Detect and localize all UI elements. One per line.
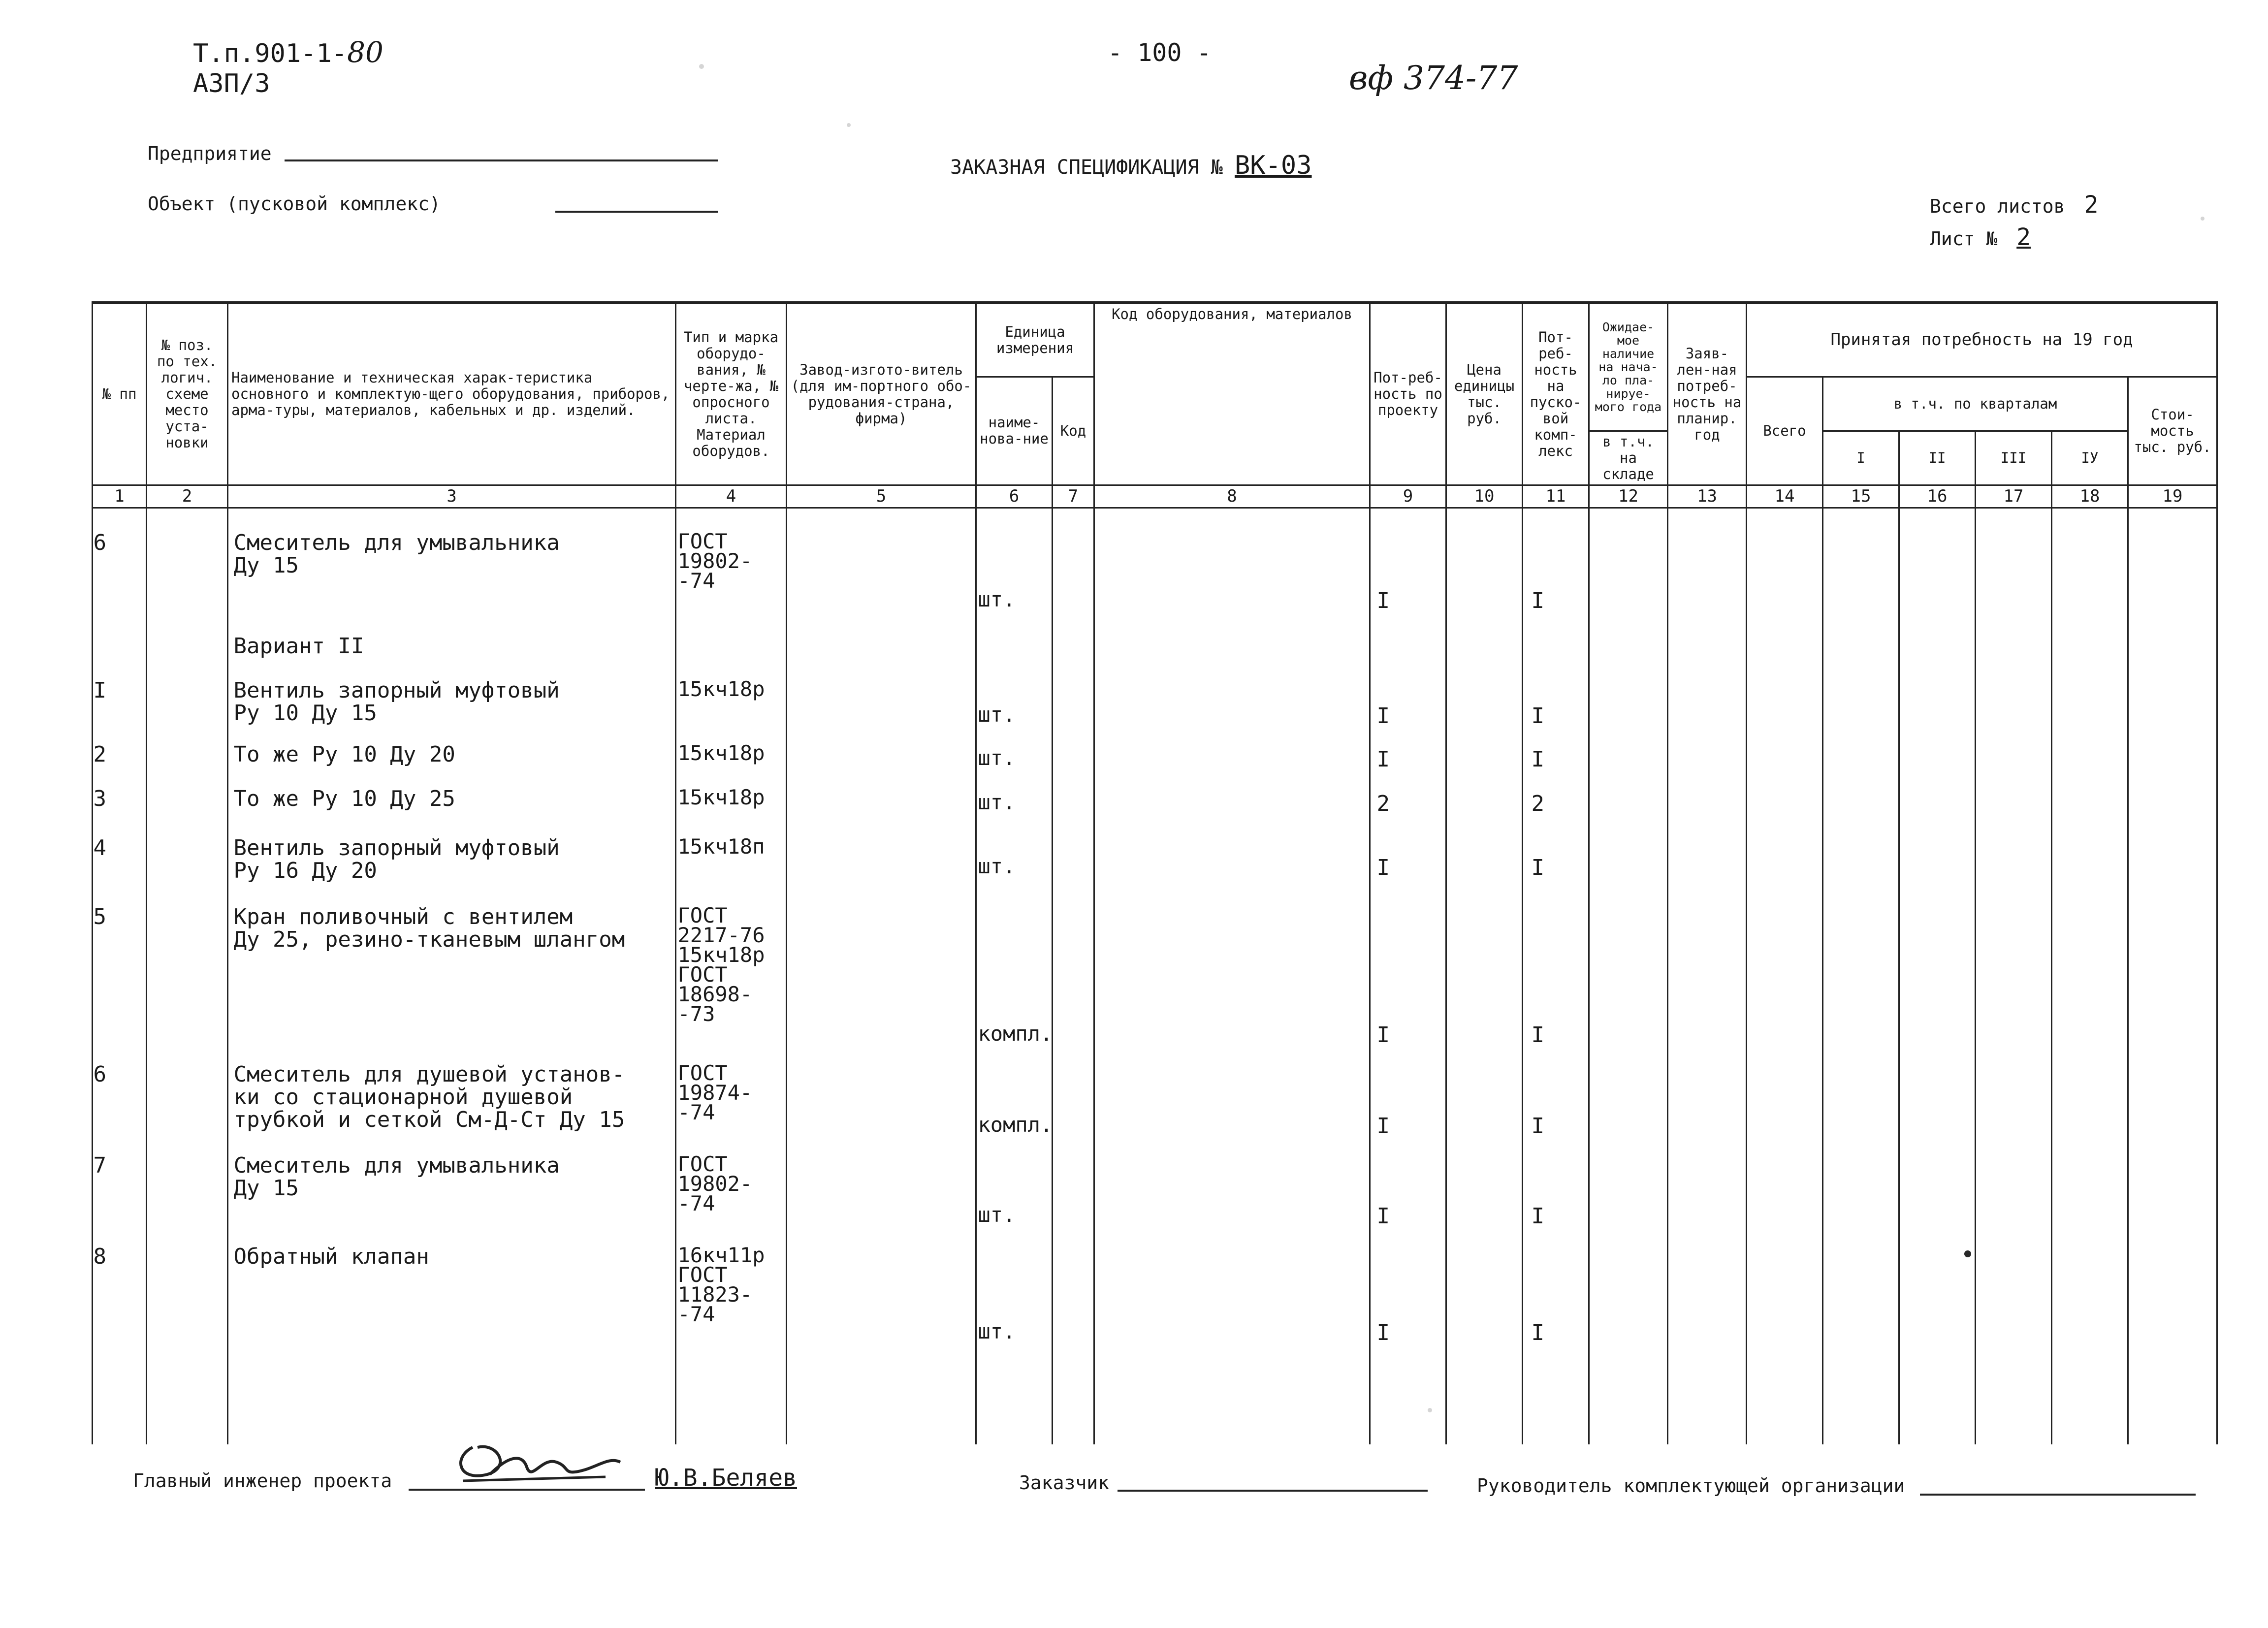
row-name: Вентиль запорный муфтовый Ру 10 Ду 15 xyxy=(233,678,560,726)
row-need: I xyxy=(1376,1022,1390,1048)
header-col-13: Заяв-лен-ная потреб-ность на планир. год xyxy=(1668,303,1747,485)
header-col-19: Стои-мость тыс. руб. xyxy=(2128,377,2217,485)
scan-speck xyxy=(2201,217,2204,221)
customer-sign-label: Заказчик xyxy=(1019,1472,1110,1494)
header-col-14: Всего xyxy=(1747,377,1823,485)
body-col-5 xyxy=(787,508,976,1444)
row-need2: I xyxy=(1531,1022,1544,1048)
row-type: 15кч18р xyxy=(677,677,765,701)
table-body xyxy=(93,508,2217,1444)
row-type: 15кч18р xyxy=(677,785,765,809)
row-no: 7 xyxy=(93,1153,106,1178)
customer-line xyxy=(285,160,718,161)
sheet-number xyxy=(1930,223,2031,251)
row-need: I xyxy=(1376,855,1390,880)
header-col-6: наиме-нова-ние xyxy=(976,377,1053,485)
header-col-11: Пот-реб-ность на пуско-вой комп-лекс xyxy=(1523,303,1589,485)
row-unit: шт. xyxy=(978,1319,1016,1343)
body-col-13 xyxy=(1668,508,1747,1444)
row-need2: I xyxy=(1531,588,1544,613)
row-unit: компл. xyxy=(978,1021,1053,1046)
row-no: 4 xyxy=(93,835,106,861)
row-need2: I xyxy=(1531,747,1544,772)
row-name: Смеситель для умывальника Ду 15 xyxy=(233,530,560,578)
chief-engineer-label: Главный инженер проекта xyxy=(133,1470,392,1492)
row-name: Кран поливочный с вентилем Ду 25, резино-тканевым шлангом xyxy=(233,904,625,952)
row-name: Смеситель для умывальника Ду 15 xyxy=(233,1153,560,1201)
row-need: I xyxy=(1376,1320,1390,1345)
row-need: I xyxy=(1376,703,1390,729)
header-quarters-group: в т.ч. по кварталам xyxy=(1823,377,2128,431)
col-number: 10 xyxy=(1446,485,1523,508)
header-col-8: Код оборудования, материалов xyxy=(1094,303,1370,485)
col-number: 5 xyxy=(787,485,976,508)
header-unit-group: Единица измерения xyxy=(976,303,1094,377)
col-number: 7 xyxy=(1053,485,1094,508)
row-no: 2 xyxy=(93,742,106,767)
ref-line-2: АЗП/3 xyxy=(193,69,270,98)
row-name: Обратный клапан xyxy=(233,1244,429,1269)
row-no: 6 xyxy=(93,530,106,555)
row-type: ГОСТ 19802- -74 xyxy=(677,1152,753,1215)
col-number: 17 xyxy=(1976,485,2052,508)
total-sheets-label: Всего листов xyxy=(1930,195,2065,217)
row-need: I xyxy=(1376,747,1390,772)
row-name: То же Ру 10 Ду 25 xyxy=(233,786,455,811)
spec-title-text: ЗАКАЗНАЯ СПЕЦИФИКАЦИЯ № xyxy=(950,156,1223,179)
header-q2: II xyxy=(1899,431,1976,485)
row-no: 8 xyxy=(93,1244,106,1269)
supplier-line xyxy=(1920,1494,2196,1496)
body-col-6 xyxy=(976,508,1053,1444)
body-col-18 xyxy=(2052,508,2128,1444)
header-col-9: Пот-реб-ность по проекту xyxy=(1370,303,1446,485)
row-unit: шт. xyxy=(978,790,1016,814)
customer-sign-line xyxy=(1118,1490,1428,1492)
row-type: ГОСТ 19802- -74 xyxy=(677,529,753,593)
row-type: 15кч18п xyxy=(677,834,765,859)
col-number: 6 xyxy=(976,485,1053,508)
row-unit: шт. xyxy=(978,746,1016,770)
row-need2: I xyxy=(1531,703,1544,729)
spec-number: ВК-03 xyxy=(1234,151,1312,180)
row-unit: шт. xyxy=(978,854,1016,878)
header-col-7: Код xyxy=(1053,377,1094,485)
header-col-2: № поз. по тех. логич. схеме место уста-новки xyxy=(147,303,228,485)
row-no: 6 xyxy=(93,1062,106,1087)
col-number: 15 xyxy=(1823,485,1899,508)
header-col-12-group: Ожидае-мое наличие на нача-ло пла-нируе-мого года xyxy=(1589,303,1668,431)
row-unit: шт. xyxy=(978,1203,1016,1227)
row-no: 5 xyxy=(93,904,106,929)
body-col-15 xyxy=(1823,508,1899,1444)
ref-code: Т.п.901-1- xyxy=(193,39,348,68)
row-need2: I xyxy=(1531,855,1544,880)
row-need: I xyxy=(1376,588,1390,613)
header-col-3: Наименование и техническая харак-теристика основного и комплектую-щего оборудования, приборов, арма-туры, материалов, кабельных и др. изделий. xyxy=(228,303,676,485)
row-need2: I xyxy=(1531,1114,1544,1139)
header-col-5: Завод-изгото-витель (для им-портного обо-рудования-страна, фирма) xyxy=(787,303,976,485)
scan-speck xyxy=(1428,1408,1432,1412)
total-sheets xyxy=(1930,191,2098,219)
signature xyxy=(443,1428,630,1492)
sheet-value: 2 xyxy=(2016,223,2031,251)
col-number: 8 xyxy=(1094,485,1370,508)
header-q3: III xyxy=(1976,431,2052,485)
row-type: ГОСТ 2217-76 15кч18р ГОСТ 18698- -73 xyxy=(677,903,765,1026)
page-number: - 100 - xyxy=(1108,38,1212,67)
specification-table xyxy=(92,301,2218,1444)
col-number: 4 xyxy=(676,485,787,508)
col-number: 12 xyxy=(1589,485,1668,508)
object-line xyxy=(555,211,718,213)
row-unit: шт. xyxy=(978,702,1016,727)
row-name: Вентиль запорный муфтовый Ру 16 Ду 20 xyxy=(233,835,560,883)
header-col-4: Тип и марка оборудо-вания, № черте-жа, № опросного листа. Материал оборудов. xyxy=(676,303,787,485)
row-need2: I xyxy=(1531,1204,1544,1229)
body-col-2 xyxy=(147,508,228,1444)
header-accepted-group: Принятая потребность на 19 год xyxy=(1747,303,2217,377)
row-type: 15кч18р xyxy=(677,741,765,765)
spec-title xyxy=(950,151,1312,180)
row-unit: компл. xyxy=(978,1113,1053,1137)
col-number: 11 xyxy=(1523,485,1589,508)
header-q1: I xyxy=(1823,431,1899,485)
body-col-1 xyxy=(93,508,147,1444)
row-unit: шт. xyxy=(978,587,1016,611)
total-sheets-value: 2 xyxy=(2084,191,2099,219)
row-name: Вариант II xyxy=(233,634,364,659)
col-number: 3 xyxy=(228,485,676,508)
body-col-12 xyxy=(1589,508,1668,1444)
archive-code: вф 374-77 xyxy=(1349,59,1518,97)
col-number: 16 xyxy=(1899,485,1976,508)
row-no: I xyxy=(93,678,106,703)
body-col-8 xyxy=(1094,508,1370,1444)
body-col-10 xyxy=(1446,508,1523,1444)
body-col-9 xyxy=(1370,508,1446,1444)
row-no: 3 xyxy=(93,786,106,811)
body-col-4 xyxy=(676,508,787,1444)
body-col-7 xyxy=(1053,508,1094,1444)
col-number: 19 xyxy=(2128,485,2217,508)
row-type: ГОСТ 19874- -74 xyxy=(677,1061,753,1124)
col-number: 13 xyxy=(1668,485,1747,508)
scan-speck xyxy=(699,64,704,69)
body-col-3 xyxy=(228,508,676,1444)
row-need: I xyxy=(1376,1204,1390,1229)
row-need: I xyxy=(1376,1114,1390,1139)
row-type: 16кч11р ГОСТ 11823- -74 xyxy=(677,1243,765,1326)
header-q4: IУ xyxy=(2052,431,2128,485)
header-col-1: № пп xyxy=(93,303,147,485)
scan-speck xyxy=(847,123,851,127)
scan-speck xyxy=(1964,1250,1971,1257)
row-need2: 2 xyxy=(1531,791,1544,816)
row-need2: I xyxy=(1531,1320,1544,1345)
col-number: 1 xyxy=(93,485,147,508)
ref-line-1 xyxy=(193,35,383,69)
col-number: 2 xyxy=(147,485,228,508)
sheet-label: Лист № xyxy=(1930,228,1998,250)
row-need: 2 xyxy=(1376,791,1390,816)
chief-engineer-name: Ю.В.Беляев xyxy=(655,1464,797,1492)
body-col-14 xyxy=(1747,508,1823,1444)
body-col-11 xyxy=(1523,508,1589,1444)
col-number: 14 xyxy=(1747,485,1823,508)
customer-label: Предприятие xyxy=(148,143,272,164)
row-name: То же Ру 10 Ду 20 xyxy=(233,742,455,767)
body-col-19 xyxy=(2128,508,2217,1444)
ref-handwritten: 80 xyxy=(347,35,383,69)
body-col-16 xyxy=(1899,508,1976,1444)
body-col-17 xyxy=(1976,508,2052,1444)
header-col-10: Цена единицы тыс. руб. xyxy=(1446,303,1523,485)
header-col-12: в т.ч. на складе xyxy=(1589,431,1668,485)
supplier-label: Руководитель комплектующей организации xyxy=(1477,1475,1905,1497)
row-name: Смеситель для душевой установ- ки со стационарной душевой трубкой и сеткой См-Д-Ст Ду 15 xyxy=(233,1062,625,1132)
col-number: 9 xyxy=(1370,485,1446,508)
object-label: Объект (пусковой комплекс) xyxy=(148,193,441,215)
col-number: 18 xyxy=(2052,485,2128,508)
